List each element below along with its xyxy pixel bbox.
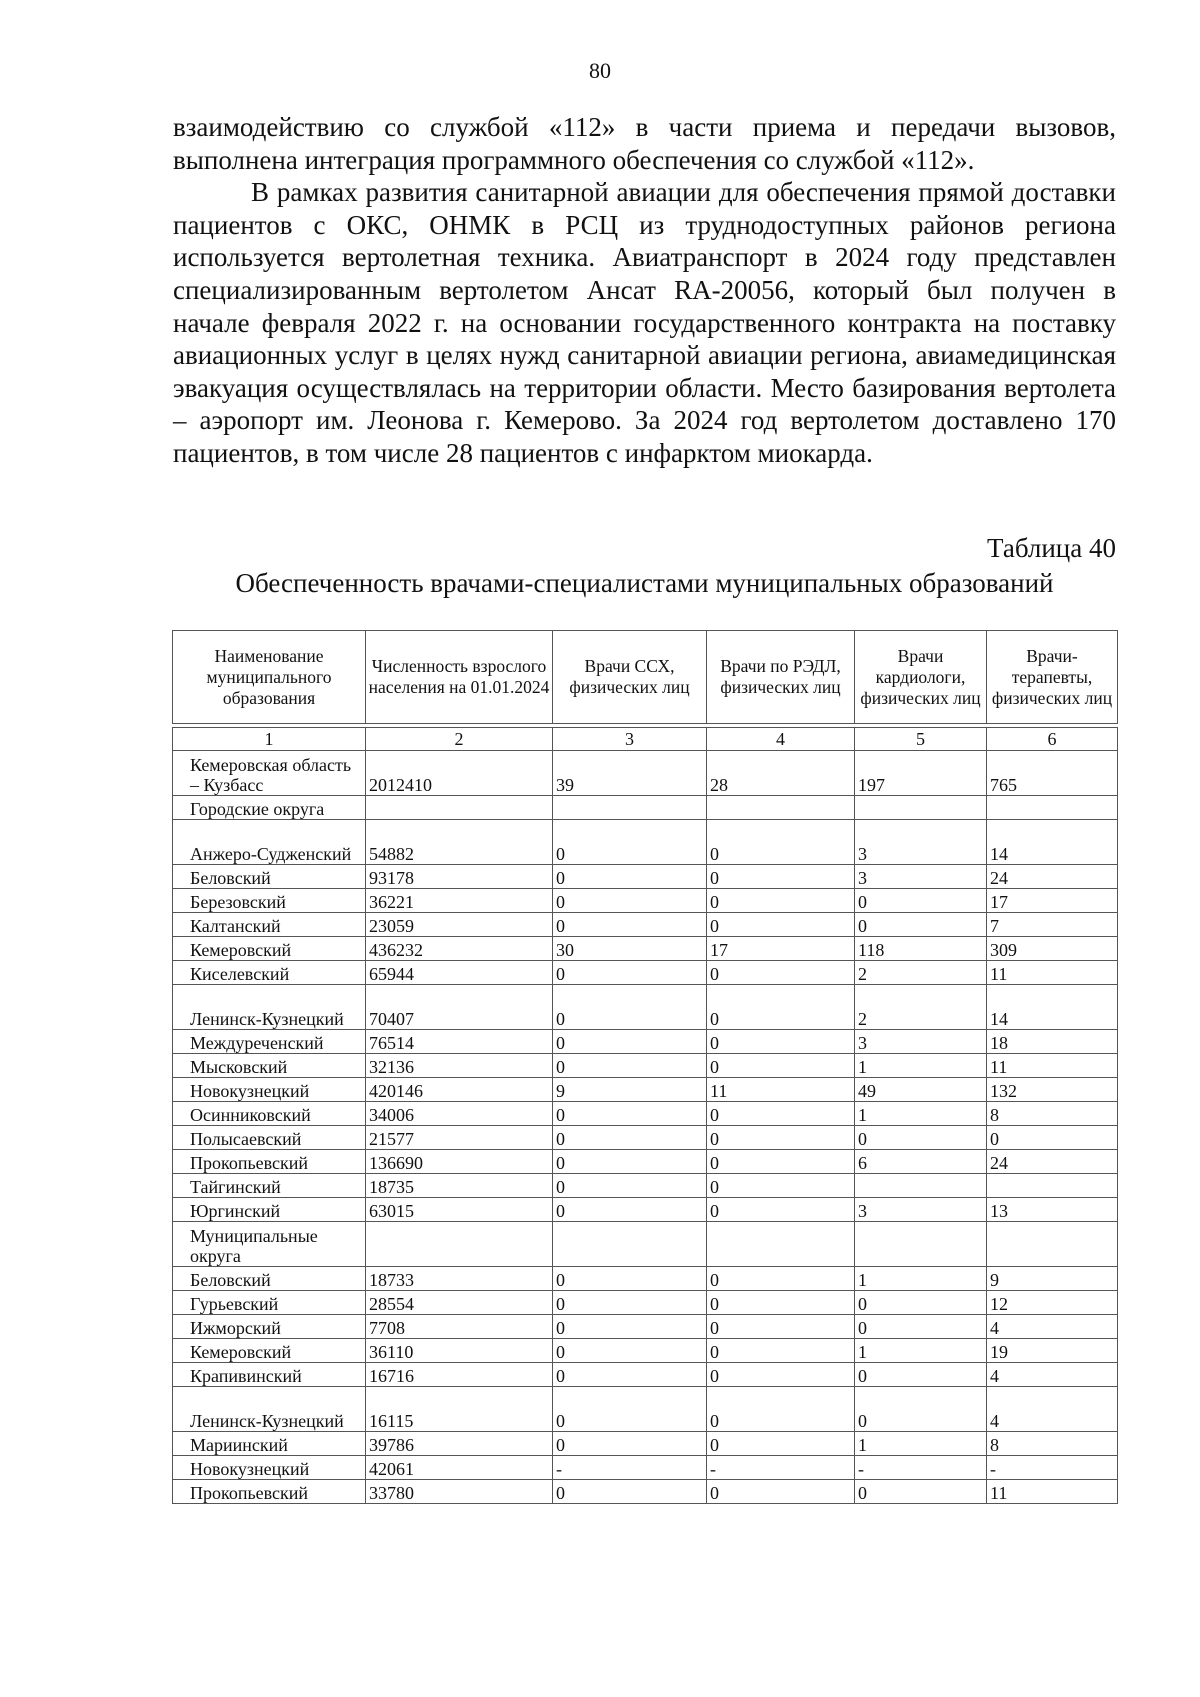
value-cell: 1 — [855, 1054, 987, 1078]
value-cell: 54882 — [366, 820, 553, 865]
row-name-cell: Крапивинский — [173, 1363, 366, 1387]
page-number: 80 — [589, 58, 611, 83]
value-cell — [987, 1222, 1118, 1267]
value-cell: 1 — [855, 1432, 987, 1456]
value-cell: 4 — [987, 1387, 1118, 1432]
table-row — [173, 865, 1118, 889]
value-cell: 136690 — [366, 1150, 553, 1174]
value-cell: 0 — [707, 1315, 855, 1339]
value-cell: 3 — [855, 1030, 987, 1054]
paragraph: взаимодействию со службой «112» в части приема и передачи вызовов, выполнена интеграция программного обеспечения со службой «112». — [173, 112, 1116, 175]
value-cell: 14 — [987, 820, 1118, 865]
row-name-cell: Березовский — [173, 889, 366, 913]
column-index: 3 — [553, 728, 707, 751]
value-cell: 0 — [707, 1363, 855, 1387]
value-cell: 0 — [707, 1054, 855, 1078]
value-cell: 0 — [707, 820, 855, 865]
value-cell: 12 — [987, 1291, 1118, 1315]
column-header: Врачи-терапевты, физических лиц — [987, 631, 1118, 724]
value-cell: 17 — [987, 889, 1118, 913]
table-caption: Таблица 40 — [987, 533, 1116, 563]
value-cell: 0 — [707, 1102, 855, 1126]
value-cell: 0 — [707, 1339, 855, 1363]
value-cell: 28554 — [366, 1291, 553, 1315]
value-cell: 132 — [987, 1078, 1118, 1102]
value-cell: 0 — [707, 1174, 855, 1198]
row-name-cell: Беловский — [173, 865, 366, 889]
value-cell: 0 — [553, 1387, 707, 1432]
value-cell: 0 — [553, 1339, 707, 1363]
value-cell: 0 — [553, 1363, 707, 1387]
value-cell: 2 — [855, 985, 987, 1030]
row-name-cell: Ленинск-Кузнецкий — [173, 1387, 366, 1432]
value-cell: 76514 — [366, 1030, 553, 1054]
column-header: Численность взрослого населения на 01.01.2024 — [366, 631, 553, 724]
value-cell: 309 — [987, 937, 1118, 961]
value-cell: 6 — [855, 1150, 987, 1174]
value-cell: 0 — [707, 985, 855, 1030]
value-cell: 1 — [855, 1267, 987, 1291]
table-row — [173, 796, 1118, 820]
value-cell: 0 — [707, 1267, 855, 1291]
value-cell: 0 — [707, 1387, 855, 1432]
value-cell: 0 — [855, 1315, 987, 1339]
value-cell — [855, 1174, 987, 1198]
table-row — [173, 1102, 1118, 1126]
value-cell: 23059 — [366, 913, 553, 937]
row-name-cell: Кемеровский — [173, 937, 366, 961]
value-cell: 16716 — [366, 1363, 553, 1387]
row-name-cell: Прокопьевский — [173, 1480, 366, 1504]
value-cell: 2012410 — [366, 751, 553, 796]
value-cell: 17 — [707, 937, 855, 961]
row-name-cell: Калтанский — [173, 913, 366, 937]
table-row — [173, 1222, 1118, 1267]
value-cell: 3 — [855, 1198, 987, 1222]
value-cell: 0 — [553, 889, 707, 913]
table-row — [173, 1054, 1118, 1078]
value-cell: 0 — [707, 1126, 855, 1150]
value-cell: 0 — [707, 1291, 855, 1315]
value-cell: 93178 — [366, 865, 553, 889]
value-cell: 8 — [987, 1102, 1118, 1126]
value-cell: 11 — [707, 1078, 855, 1102]
value-cell: 0 — [553, 1174, 707, 1198]
value-cell: 14 — [987, 985, 1118, 1030]
value-cell — [707, 796, 855, 820]
value-cell: 0 — [707, 1030, 855, 1054]
table-row — [173, 1174, 1118, 1198]
table-row — [173, 1078, 1118, 1102]
table-header — [172, 630, 1118, 724]
table-row — [173, 1387, 1118, 1432]
value-cell: 2 — [855, 961, 987, 985]
value-cell — [366, 796, 553, 820]
row-name-cell: Муниципальные округа — [173, 1222, 366, 1267]
value-cell: 0 — [553, 820, 707, 865]
row-name-cell: Городские округа — [173, 796, 366, 820]
value-cell: - — [855, 1456, 987, 1480]
table-row — [173, 961, 1118, 985]
value-cell: 0 — [855, 1387, 987, 1432]
value-cell: 24 — [987, 1150, 1118, 1174]
row-name-cell: Мысковский — [173, 1054, 366, 1078]
value-cell: 0 — [553, 1030, 707, 1054]
column-header: Врачи кардиологи, физических лиц — [855, 631, 987, 724]
value-cell: 49 — [855, 1078, 987, 1102]
column-index-row — [173, 728, 1118, 751]
table-row — [173, 1198, 1118, 1222]
column-index: 1 — [173, 728, 366, 751]
value-cell: 7708 — [366, 1315, 553, 1339]
column-index: 2 — [366, 728, 553, 751]
value-cell: 21577 — [366, 1126, 553, 1150]
value-cell: 0 — [553, 1267, 707, 1291]
value-cell: 18735 — [366, 1174, 553, 1198]
value-cell: 33780 — [366, 1480, 553, 1504]
value-cell: 1 — [855, 1102, 987, 1126]
value-cell: 0 — [707, 913, 855, 937]
value-cell: 0 — [553, 1432, 707, 1456]
value-cell — [987, 1174, 1118, 1198]
value-cell — [366, 1222, 553, 1267]
value-cell: 13 — [987, 1198, 1118, 1222]
row-name-cell: Юргинский — [173, 1198, 366, 1222]
value-cell — [707, 1222, 855, 1267]
value-cell: 9 — [553, 1078, 707, 1102]
row-name-cell: Кемеровский — [173, 1339, 366, 1363]
column-header: Врачи по РЭДЛ, физических лиц — [707, 631, 855, 724]
value-cell: 197 — [855, 751, 987, 796]
value-cell: 0 — [987, 1126, 1118, 1150]
row-name-cell: Новокузнецкий — [173, 1078, 366, 1102]
row-name-cell: Анжеро-Судженский — [173, 820, 366, 865]
value-cell: 36221 — [366, 889, 553, 913]
value-cell: 11 — [987, 1054, 1118, 1078]
value-cell — [987, 796, 1118, 820]
table-row — [173, 820, 1118, 865]
value-cell: 118 — [855, 937, 987, 961]
table-row — [173, 1456, 1118, 1480]
data-table — [172, 727, 1118, 1504]
value-cell: - — [553, 1456, 707, 1480]
value-cell: 28 — [707, 751, 855, 796]
table-row — [173, 1291, 1118, 1315]
value-cell: 4 — [987, 1363, 1118, 1387]
paragraph: В рамках развития санитарной авиации для обеспечения прямой доставки пациентов с ОКС, ОНМК в РСЦ из труднодоступных районов региона используется вертолетная техника. Авиатранспорт в 2024 году представлен специализированным вертолетом Ансат RA-20056, который был получен в начале февраля 2022 г. на основании государственного контракта на поставку авиационных услуг в целях нужд санитарной авиации региона, авиамедицинская эвакуация осуществлялась на территории области. Место базирования вертолета – аэропорт им. Леонова г. Кемерово. За 2024 год вертолетом доставлено 170 пациентов, в том числе 28 пациентов с инфарктом миокарда. — [173, 177, 1116, 468]
value-cell: 436232 — [366, 937, 553, 961]
row-name-cell: Междуреченский — [173, 1030, 366, 1054]
value-cell: 4 — [987, 1315, 1118, 1339]
row-name-cell: Беловский — [173, 1267, 366, 1291]
table-row — [173, 1363, 1118, 1387]
value-cell: 0 — [553, 865, 707, 889]
value-cell: 0 — [553, 1150, 707, 1174]
column-index: 4 — [707, 728, 855, 751]
value-cell: 0 — [553, 1291, 707, 1315]
value-cell: 32136 — [366, 1054, 553, 1078]
row-name-cell: Ленинск-Кузнецкий — [173, 985, 366, 1030]
table-header-row — [173, 631, 1118, 724]
row-name-cell: Осинниковский — [173, 1102, 366, 1126]
value-cell: 0 — [707, 1480, 855, 1504]
table-title: Обеспеченность врачами-специалистами муниципальных образований — [235, 568, 1054, 598]
value-cell: 36110 — [366, 1339, 553, 1363]
value-cell: 0 — [553, 1198, 707, 1222]
value-cell: 70407 — [366, 985, 553, 1030]
table-row — [173, 937, 1118, 961]
row-name-cell: Ижморский — [173, 1315, 366, 1339]
table-row — [173, 1432, 1118, 1456]
value-cell: 18 — [987, 1030, 1118, 1054]
value-cell: 30 — [553, 937, 707, 961]
table-row — [173, 1315, 1118, 1339]
value-cell: 39786 — [366, 1432, 553, 1456]
table-row — [173, 1150, 1118, 1174]
value-cell: 0 — [707, 889, 855, 913]
value-cell: 0 — [855, 1126, 987, 1150]
table-row — [173, 1339, 1118, 1363]
value-cell: 0 — [855, 1363, 987, 1387]
value-cell: 34006 — [366, 1102, 553, 1126]
value-cell: 11 — [987, 961, 1118, 985]
column-header: Врачи ССХ, физических лиц — [553, 631, 707, 724]
row-name-cell: Полысаевский — [173, 1126, 366, 1150]
row-name-cell: Киселевский — [173, 961, 366, 985]
value-cell: 8 — [987, 1432, 1118, 1456]
value-cell: - — [707, 1456, 855, 1480]
value-cell: 0 — [553, 1126, 707, 1150]
value-cell: 0 — [553, 1480, 707, 1504]
value-cell: 0 — [707, 865, 855, 889]
value-cell: 0 — [855, 913, 987, 937]
value-cell: 0 — [707, 961, 855, 985]
value-cell — [553, 1222, 707, 1267]
value-cell: 765 — [987, 751, 1118, 796]
value-cell: 0 — [855, 1480, 987, 1504]
value-cell: - — [987, 1456, 1118, 1480]
value-cell: 0 — [707, 1150, 855, 1174]
value-cell: 420146 — [366, 1078, 553, 1102]
value-cell — [553, 796, 707, 820]
table-row — [173, 913, 1118, 937]
value-cell: 65944 — [366, 961, 553, 985]
value-cell: 24 — [987, 865, 1118, 889]
table-row — [173, 751, 1118, 796]
column-index: 5 — [855, 728, 987, 751]
row-name-cell: Гурьевский — [173, 1291, 366, 1315]
column-header: Наименование муниципального образования — [173, 631, 366, 724]
table-row — [173, 1267, 1118, 1291]
value-cell — [855, 1222, 987, 1267]
value-cell: 0 — [855, 889, 987, 913]
table-row — [173, 985, 1118, 1030]
value-cell: 0 — [855, 1291, 987, 1315]
row-name-cell: Прокопьевский — [173, 1150, 366, 1174]
value-cell — [855, 796, 987, 820]
value-cell: 0 — [707, 1432, 855, 1456]
value-cell: 11 — [987, 1480, 1118, 1504]
row-name-cell: Кемеровская область – Кузбасс — [173, 751, 366, 796]
value-cell: 0 — [553, 1054, 707, 1078]
value-cell: 1 — [855, 1339, 987, 1363]
value-cell: 18733 — [366, 1267, 553, 1291]
value-cell: 0 — [553, 913, 707, 937]
table-row — [173, 1030, 1118, 1054]
value-cell: 16115 — [366, 1387, 553, 1432]
value-cell: 19 — [987, 1339, 1118, 1363]
value-cell: 0 — [553, 961, 707, 985]
table-row — [173, 889, 1118, 913]
value-cell: 0 — [707, 1198, 855, 1222]
value-cell: 9 — [987, 1267, 1118, 1291]
column-index: 6 — [987, 728, 1118, 751]
row-name-cell: Мариинский — [173, 1432, 366, 1456]
value-cell: 0 — [553, 1102, 707, 1126]
value-cell: 0 — [553, 1315, 707, 1339]
value-cell: 3 — [855, 820, 987, 865]
value-cell: 0 — [553, 985, 707, 1030]
value-cell: 42061 — [366, 1456, 553, 1480]
value-cell: 3 — [855, 865, 987, 889]
row-name-cell: Тайгинский — [173, 1174, 366, 1198]
row-name-cell: Новокузнецкий — [173, 1456, 366, 1480]
table-row — [173, 1480, 1118, 1504]
value-cell: 63015 — [366, 1198, 553, 1222]
value-cell: 7 — [987, 913, 1118, 937]
value-cell: 39 — [553, 751, 707, 796]
table-row — [173, 1126, 1118, 1150]
body-text — [173, 111, 1116, 470]
